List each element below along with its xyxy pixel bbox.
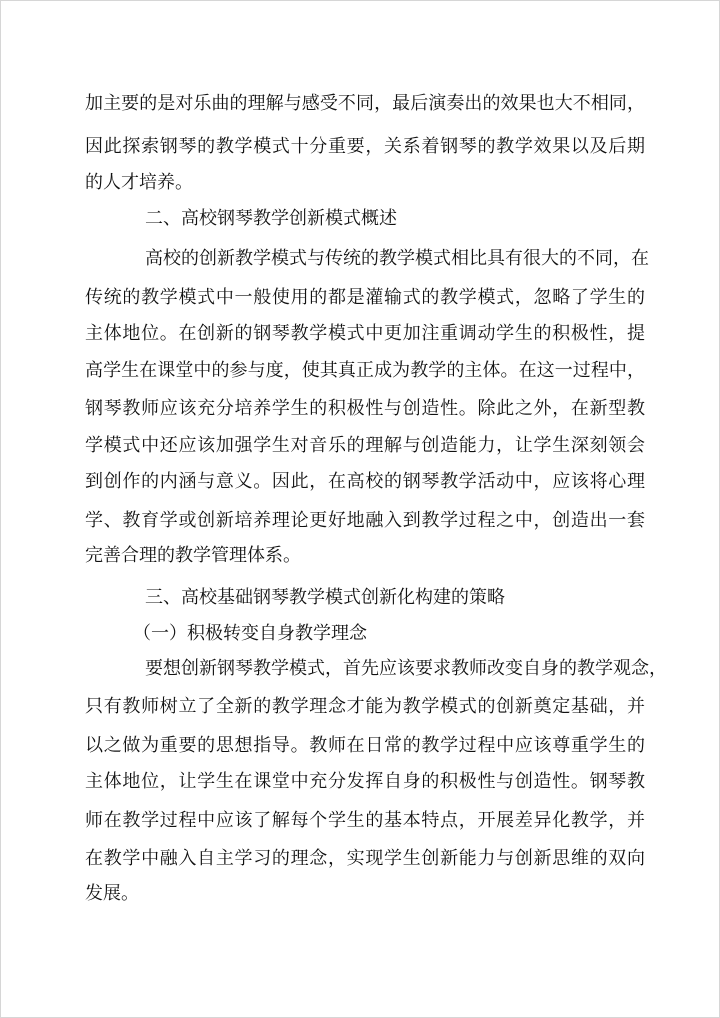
body-text-line: 到创作的内涵与意义。因此，在高校的钢琴教学活动中，应该将心理 <box>85 471 645 492</box>
section-heading-3: 三、高校基础钢琴教学模式创新化构建的策略 <box>145 587 505 608</box>
body-text-line: 以之做为重要的思想指导。教师在日常的教学过程中应该尊重学生的 <box>85 735 645 756</box>
body-text-line: 传统的教学模式中一般使用的都是灌输式的教学模式，忽略了学生的 <box>85 287 645 308</box>
body-text-line: 的人才培养。 <box>85 172 193 193</box>
body-text-line: 学、教育学或创新培养理论更好地融入到教学过程之中，创造出一套 <box>85 510 645 531</box>
body-text-line: 师在教学过程中应该了解每个学生的基本特点，开展差异化教学，并 <box>85 810 645 831</box>
body-text-line: 高学生在课堂中的参与度，使其真正成为教学的主体。在这一过程中， <box>85 360 645 381</box>
body-text-line: 高校的创新教学模式与传统的教学模式相比具有很大的不同，在 <box>145 248 649 269</box>
body-text-line: 钢琴教师应该充分培养学生的积极性与创造性。除此之外，在新型教 <box>85 398 645 419</box>
body-text-line: 因此探索钢琴的教学模式十分重要，关系着钢琴的教学效果以及后期 <box>85 136 645 157</box>
body-text-line: 只有教师树立了全新的教学理念才能为教学模式的创新奠定基础，并 <box>85 696 645 717</box>
body-text-line: 要想创新钢琴教学模式，首先应该要求教师改变自身的教学观念， <box>145 658 667 679</box>
subsection-heading-1: （一）积极转变自身教学理念 <box>133 623 367 644</box>
body-text-line: 主体地位。在创新的钢琴教学模式中更加注重调动学生的积极性，提 <box>85 323 645 344</box>
body-text-line: 主体地位，让学生在课堂中充分发挥自身的积极性与创造性。钢琴教 <box>85 771 645 792</box>
body-text-line: 在教学中融入自主学习的理念，实现学生创新能力与创新思维的双向 <box>85 848 645 869</box>
body-text-line: 加主要的是对乐曲的理解与感受不同，最后演奏出的效果也大不相同， <box>85 93 645 114</box>
body-text-line: 学模式中还应该加强学生对音乐的理解与创造能力，让学生深刻领会 <box>85 435 645 456</box>
body-text-line: 完善合理的教学管理体系。 <box>85 545 301 566</box>
body-text-line: 发展。 <box>85 883 139 904</box>
section-heading-2: 二、高校钢琴教学创新模式概述 <box>145 208 397 229</box>
